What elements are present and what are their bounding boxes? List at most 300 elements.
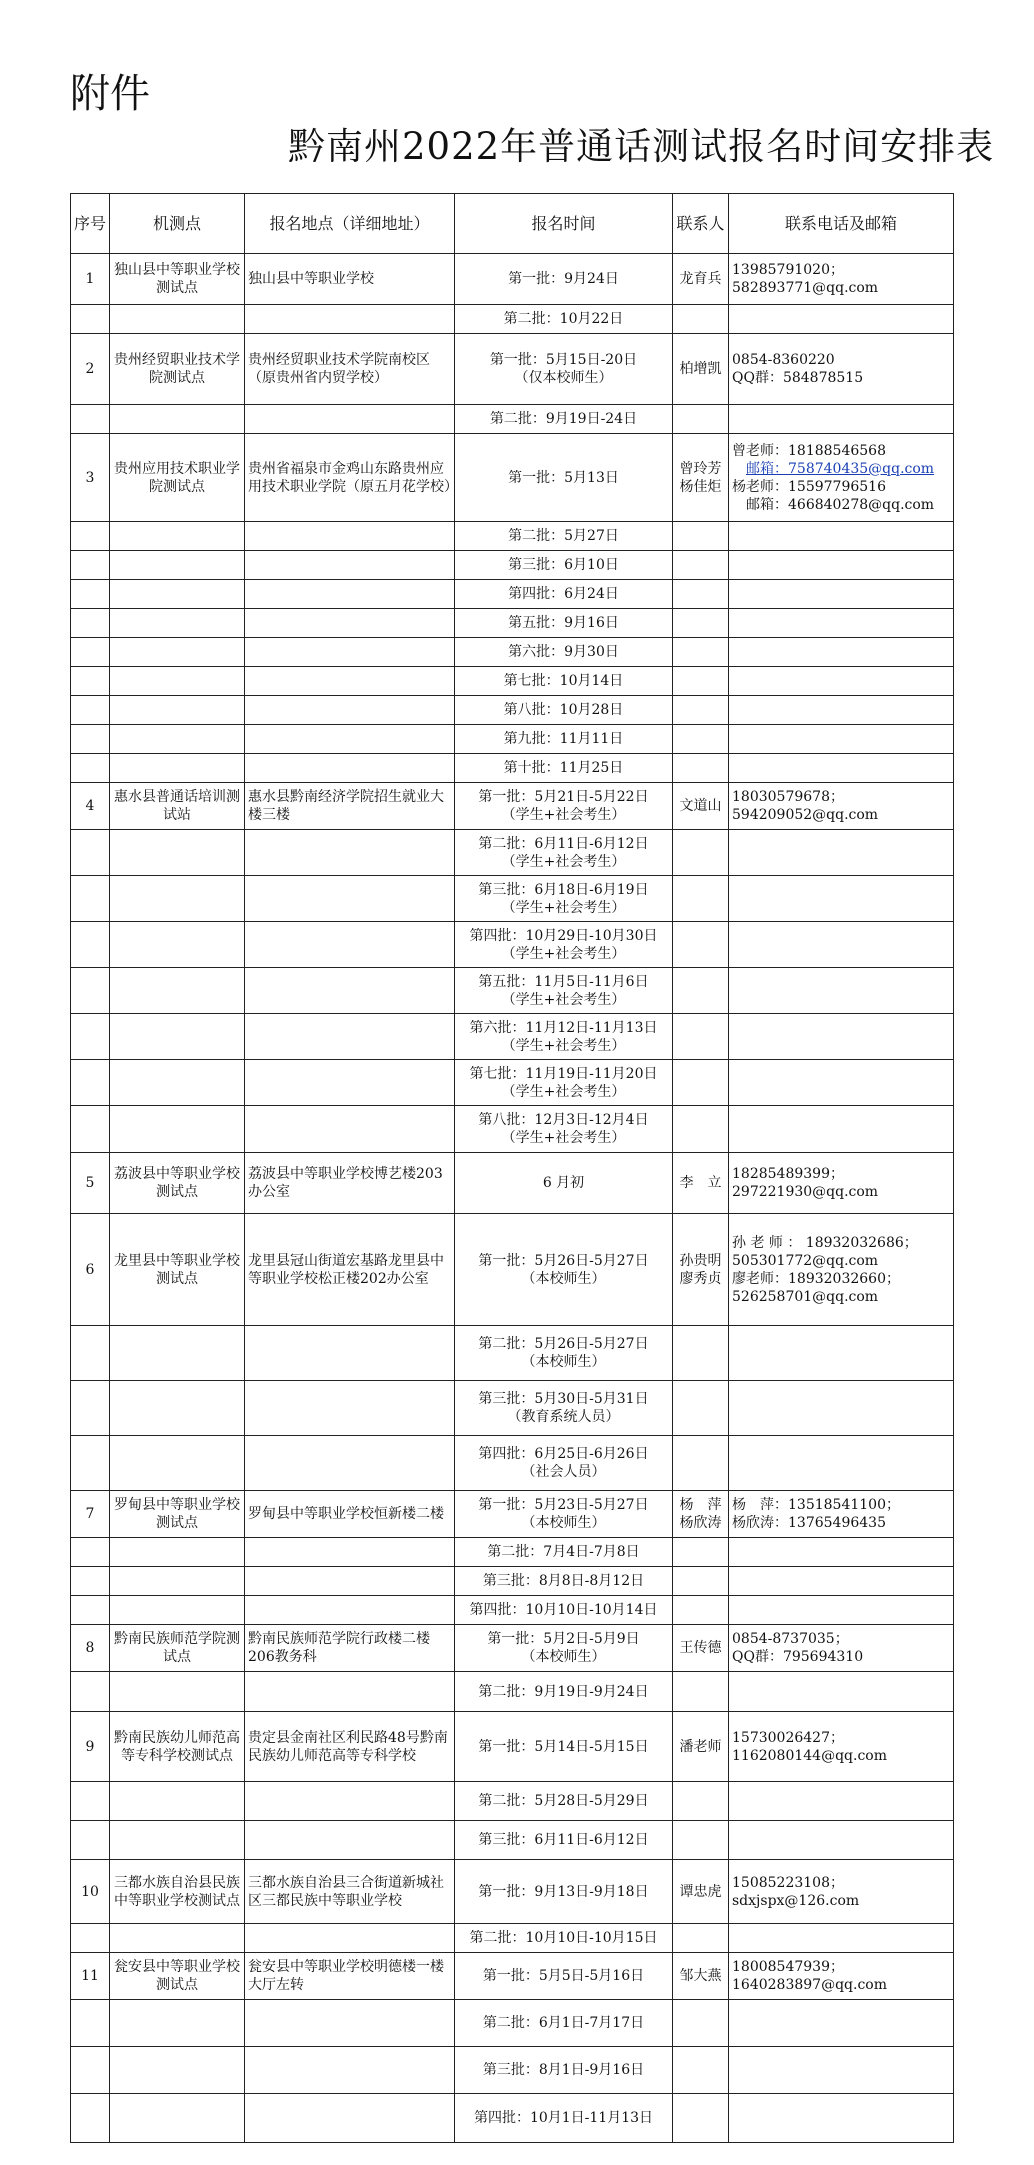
cell-address [245,1106,455,1153]
cell-site: 龙里县中等职业学校测试点 [110,1214,245,1326]
cell-contact [729,1782,954,1821]
cell-person [673,667,729,696]
time-line: 第五批：9月16日 [508,615,619,631]
cell-site [110,667,245,696]
table-row [71,609,954,638]
contact-line: 杨欣涛：13765496435 [732,1515,886,1531]
cell-address: 贵州经贸职业技术学院南校区（原贵州省内贸学校） [245,334,455,405]
cell-time [455,1596,673,1625]
cell-person [673,1381,729,1436]
cell-address [245,696,455,725]
cell-contact [729,638,954,667]
cell-address [245,1538,455,1567]
cell-site: 贵州经贸职业技术学院测试点 [110,334,245,405]
cell-site: 黔南民族幼儿师范高等专科学校测试点 [110,1712,245,1782]
cell-site [110,2000,245,2047]
time-line: 第一批：5月26日-5月27日 [478,1252,649,1269]
cell-address [245,667,455,696]
table-row [71,638,954,667]
cell-site: 罗甸县中等职业学校测试点 [110,1491,245,1538]
cell-contact [729,254,954,305]
time-line: 第三批：8月8日-8月12日 [482,1573,645,1589]
cell-address [245,609,455,638]
time-line: 第一批：9月13日-9月18日 [478,1883,649,1900]
table-row [71,968,954,1014]
cell-site: 瓮安县中等职业学校测试点 [110,1953,245,2000]
cell-time [455,405,673,434]
cell-site [110,1924,245,1953]
cell-contact [729,2000,954,2047]
table-row [71,1672,954,1712]
cell-contact [729,1821,954,1860]
time-line: （本校师生） [521,1649,606,1665]
time-line: 第八批：12月3日-12月4日 [478,1112,649,1128]
cell-contact [729,551,954,580]
cell-time [455,2094,673,2143]
cell-site [110,754,245,783]
cell-person: 杨 萍 杨欣涛 [673,1491,729,1538]
contact-line: 邮箱：466840278@qq.com [732,496,935,513]
contact-line: 15085223108； [732,1874,844,1891]
cell-address [245,1782,455,1821]
cell-no: 6 [71,1214,110,1326]
contact-line: 526258701@qq.com [732,1288,879,1305]
table-row [71,2047,954,2094]
cell-person [673,551,729,580]
time-line: （社会人员） [521,1464,606,1480]
table-row [71,754,954,783]
time-line: 第三批：8月1日-9月16日 [482,2062,645,2078]
cell-site [110,922,245,968]
cell-no [71,580,110,609]
time-line: 第二批：6月1日-7月17日 [482,2015,645,2031]
cell-person [673,754,729,783]
cell-address [245,551,455,580]
cell-site [110,1596,245,1625]
cell-contact [729,1060,954,1106]
cell-time [455,334,673,405]
cell-site [110,2047,245,2094]
cell-site: 荔波县中等职业学校测试点 [110,1153,245,1214]
cell-no [71,638,110,667]
contact-line: 杨老师：15597796516 [732,478,886,495]
cell-contact [729,1625,954,1672]
contact-line [732,460,950,478]
cell-person [673,1567,729,1596]
cell-time [455,1821,673,1860]
table-row [71,1153,954,1214]
table-row [71,405,954,434]
cell-time [455,522,673,551]
table-header-row [71,194,954,254]
table-row [71,1782,954,1821]
header-person: 联系人 [673,194,729,254]
cell-no: 9 [71,1712,110,1782]
table-row [71,1924,954,1953]
cell-address [245,1436,455,1491]
cell-person [673,830,729,876]
schedule-table [70,193,954,2143]
table-row [71,2094,954,2143]
cell-contact [729,2094,954,2143]
cell-address [245,1381,455,1436]
table-row [71,830,954,876]
cell-address [245,522,455,551]
cell-time [455,922,673,968]
time-line: （本校师生） [521,1270,606,1287]
time-line: 第三批：6月10日 [508,557,619,573]
time-line: 第一批：5月23日-5月27日 [478,1497,649,1513]
time-line: 第一批：5月5日-5月16日 [482,1968,645,1984]
cell-person [673,405,729,434]
table-row [71,876,954,922]
cell-person: 柏增凯 [673,334,729,405]
time-line: 第四批：10月10日-10月14日 [469,1602,658,1618]
cell-time [455,876,673,922]
cell-no [71,1014,110,1060]
cell-person [673,1326,729,1381]
cell-time [455,1953,673,2000]
table-row [71,1567,954,1596]
cell-no: 4 [71,783,110,830]
cell-contact [729,434,954,522]
cell-time [455,1153,673,1214]
table-row [71,667,954,696]
cell-address [245,1326,455,1381]
time-line: （学生+社会考生） [501,807,626,823]
cell-time [455,1538,673,1567]
cell-time [455,1924,673,1953]
time-line: 第一批：5月14日-5月15日 [478,1738,649,1755]
time-line: 第一批：9月24日 [508,271,619,287]
cell-contact [729,667,954,696]
cell-no [71,667,110,696]
cell-contact [729,1953,954,2000]
time-line: 第四批：6月25日-6月26日 [478,1446,649,1462]
cell-person [673,922,729,968]
cell-no [71,1538,110,1567]
cell-no [71,551,110,580]
cell-contact [729,725,954,754]
contact-line: 594209052@qq.com [732,807,879,823]
cell-time [455,638,673,667]
cell-time [455,1567,673,1596]
cell-contact [729,1153,954,1214]
time-line: 第二批：7月4日-7月8日 [487,1544,640,1560]
cell-no: 11 [71,1953,110,2000]
cell-address [245,305,455,334]
cell-contact [729,1326,954,1381]
cell-no [71,922,110,968]
cell-address [245,2047,455,2094]
cell-no [71,1782,110,1821]
cell-address [245,638,455,667]
time-line: （教育系统人员） [507,1409,620,1425]
cell-no: 7 [71,1491,110,1538]
cell-site [110,1436,245,1491]
cell-time [455,434,673,522]
cell-person [673,1924,729,1953]
cell-time [455,1214,673,1326]
table-row [71,922,954,968]
cell-person [673,2047,729,2094]
time-line: 第六批：9月30日 [508,644,619,660]
time-line: 第一批：5月2日-5月9日 [487,1631,640,1647]
cell-no [71,522,110,551]
table-row [71,1860,954,1924]
time-line: 第三批：6月18日-6月19日 [478,881,649,898]
cell-no [71,876,110,922]
time-line: 第一批：5月13日 [508,469,619,486]
time-line: 第二批：10月10日-10月15日 [469,1930,658,1946]
cell-site [110,405,245,434]
cell-person [673,876,729,922]
cell-address [245,830,455,876]
table-row [71,2000,954,2047]
cell-time [455,1436,673,1491]
time-line: 第二批：5月26日-5月27日 [478,1336,649,1352]
cell-address: 龙里县冠山街道宏基路龙里县中等职业学校松正楼202办公室 [245,1214,455,1326]
table-row [71,783,954,830]
cell-time [455,580,673,609]
cell-no [71,1596,110,1625]
cell-address [245,1567,455,1596]
cell-person: 李 立 [673,1153,729,1214]
cell-time [455,830,673,876]
table-row [71,254,954,305]
cell-no [71,696,110,725]
header-contact: 联系电话及邮箱 [729,194,954,254]
cell-person: 王传德 [673,1625,729,1672]
time-line: 第七批：10月14日 [503,673,624,689]
cell-no [71,1326,110,1381]
cell-address: 罗甸县中等职业学校恒新楼二楼 [245,1491,455,1538]
cell-site [110,1538,245,1567]
attachment-label: 附件 [70,71,150,117]
time-line: 第三批：6月11日-6月12日 [478,1832,649,1848]
cell-person: 龙育兵 [673,254,729,305]
cell-contact [729,609,954,638]
cell-no [71,1436,110,1491]
cell-address [245,725,455,754]
cell-no: 2 [71,334,110,405]
cell-no [71,2094,110,2143]
cell-no [71,609,110,638]
cell-contact [729,2047,954,2094]
cell-time [455,1014,673,1060]
cell-site [110,1672,245,1712]
cell-person [673,1014,729,1060]
cell-no: 1 [71,254,110,305]
cell-address [245,1596,455,1625]
cell-time [455,1712,673,1782]
cell-site [110,1326,245,1381]
table-row [71,1014,954,1060]
header-time: 报名时间 [455,194,673,254]
cell-time [455,2047,673,2094]
table-row [71,334,954,405]
cell-person [673,522,729,551]
cell-time [455,1625,673,1672]
cell-person [673,725,729,754]
time-line: （仅本校师生） [514,370,613,386]
cell-address: 三都水族自治县三合街道新城社区三都民族中等职业学校 [245,1860,455,1924]
cell-time [455,254,673,305]
table-row [71,305,954,334]
document-title: 黔南州2022年普通话测试报名时间安排表 [288,125,995,168]
contact-line: 18285489399； [732,1166,844,1182]
contact-line: QQ群：795694310 [732,1649,864,1665]
cell-contact [729,334,954,405]
cell-contact [729,1860,954,1924]
cell-site: 三都水族自治县民族中等职业学校测试点 [110,1860,245,1924]
cell-address [245,1060,455,1106]
time-line: 第二批：10月22日 [503,311,624,327]
cell-address [245,2000,455,2047]
cell-site: 惠水县普通话培训测试站 [110,783,245,830]
time-line: 6 月初 [542,1175,585,1191]
cell-address: 黔南民族师范学院行政楼二楼206教务科 [245,1625,455,1672]
cell-time [455,1381,673,1436]
cell-site [110,522,245,551]
header-no: 序号 [71,194,110,254]
cell-address [245,754,455,783]
cell-person [673,2094,729,2143]
cell-person [673,1538,729,1567]
time-line: 第二批：6月11日-6月12日 [478,835,649,852]
cell-contact [729,1014,954,1060]
time-line: 第三批：5月30日-5月31日 [478,1391,649,1407]
cell-time [455,2000,673,2047]
cell-person: 曾玲芳 杨佳炬 [673,434,729,522]
cell-address [245,922,455,968]
cell-time [455,696,673,725]
cell-person [673,968,729,1014]
cell-site: 黔南民族师范学院测试点 [110,1625,245,1672]
cell-time [455,551,673,580]
cell-contact [729,1491,954,1538]
cell-no [71,1381,110,1436]
table-row [71,522,954,551]
contact-line: 杨 萍：13518541100； [732,1497,900,1513]
cell-no [71,2000,110,2047]
contact-line: 13985791020； [732,262,844,278]
cell-contact [729,1567,954,1596]
cell-address [245,580,455,609]
table-row [71,1821,954,1860]
cell-address [245,968,455,1014]
contact-line: QQ群：584878515 [732,370,864,386]
time-line: （学生+社会考生） [501,945,626,962]
cell-site: 独山县中等职业学校测试点 [110,254,245,305]
cell-no [71,2047,110,2094]
cell-person [673,1060,729,1106]
cell-person [673,1436,729,1491]
contact-line: 18008547939； [732,1959,844,1975]
cell-address [245,1014,455,1060]
time-line: 第四批：6月24日 [508,586,619,602]
table-row [71,1625,954,1672]
cell-time [455,725,673,754]
cell-contact [729,922,954,968]
cell-time [455,783,673,830]
contact-line: 曾老师：18188546568 [732,442,886,459]
cell-address: 荔波县中等职业学校博艺楼203办公室 [245,1153,455,1214]
cell-no [71,1821,110,1860]
time-line: 第四批：10月1日-11月13日 [473,2110,654,2126]
cell-contact [729,876,954,922]
cell-site [110,551,245,580]
cell-person [673,1782,729,1821]
cell-site [110,830,245,876]
cell-contact [729,968,954,1014]
cell-contact [729,1381,954,1436]
cell-site: 贵州应用技术职业学院测试点 [110,434,245,522]
cell-time [455,1491,673,1538]
table-row [71,1326,954,1381]
table-row [71,1712,954,1782]
cell-no [71,1924,110,1953]
contact-line: 0854-8360220 [732,352,835,368]
cell-site [110,725,245,754]
cell-site [110,1821,245,1860]
cell-time [455,609,673,638]
table-row [71,696,954,725]
time-line: 第九批：11月11日 [503,731,624,747]
cell-person [673,609,729,638]
cell-address [245,876,455,922]
contact-line: 廖老师：18932032660； [732,1270,900,1287]
contact-line: 1640283897@qq.com [732,1977,887,1993]
cell-no [71,1567,110,1596]
cell-contact [729,830,954,876]
cell-contact [729,1214,954,1326]
cell-site [110,1381,245,1436]
cell-contact [729,1106,954,1153]
cell-person [673,1672,729,1712]
cell-person [673,638,729,667]
cell-site [110,580,245,609]
time-line: （学生+社会考生） [501,1037,626,1054]
table-row [71,1381,954,1436]
time-line: 第十批：11月25日 [503,760,624,776]
cell-person: 谭忠虎 [673,1860,729,1924]
table-row [71,551,954,580]
table-row [71,1491,954,1538]
table-row [71,1060,954,1106]
time-line: （学生+社会考生） [501,899,626,916]
cell-person [673,1596,729,1625]
cell-time [455,1106,673,1153]
table-row [71,434,954,522]
cell-person: 潘老师 [673,1712,729,1782]
cell-address [245,1672,455,1712]
cell-no [71,1060,110,1106]
cell-no [71,968,110,1014]
cell-time [455,1326,673,1381]
time-line: 第四批：10月29日-10月30日 [469,927,658,944]
time-line: 第五批：11月5日-11月6日 [478,973,649,990]
cell-time [455,1860,673,1924]
time-line: 第二批：9月19日-24日 [489,411,638,427]
time-line: 第二批：5月27日 [508,528,619,544]
table-row [71,580,954,609]
contact-line: 1162080144@qq.com [732,1747,887,1764]
email-link[interactable]: 邮箱：758740435@qq.com [746,460,935,477]
cell-person [673,1106,729,1153]
table-row [71,1436,954,1491]
table-row [71,1596,954,1625]
